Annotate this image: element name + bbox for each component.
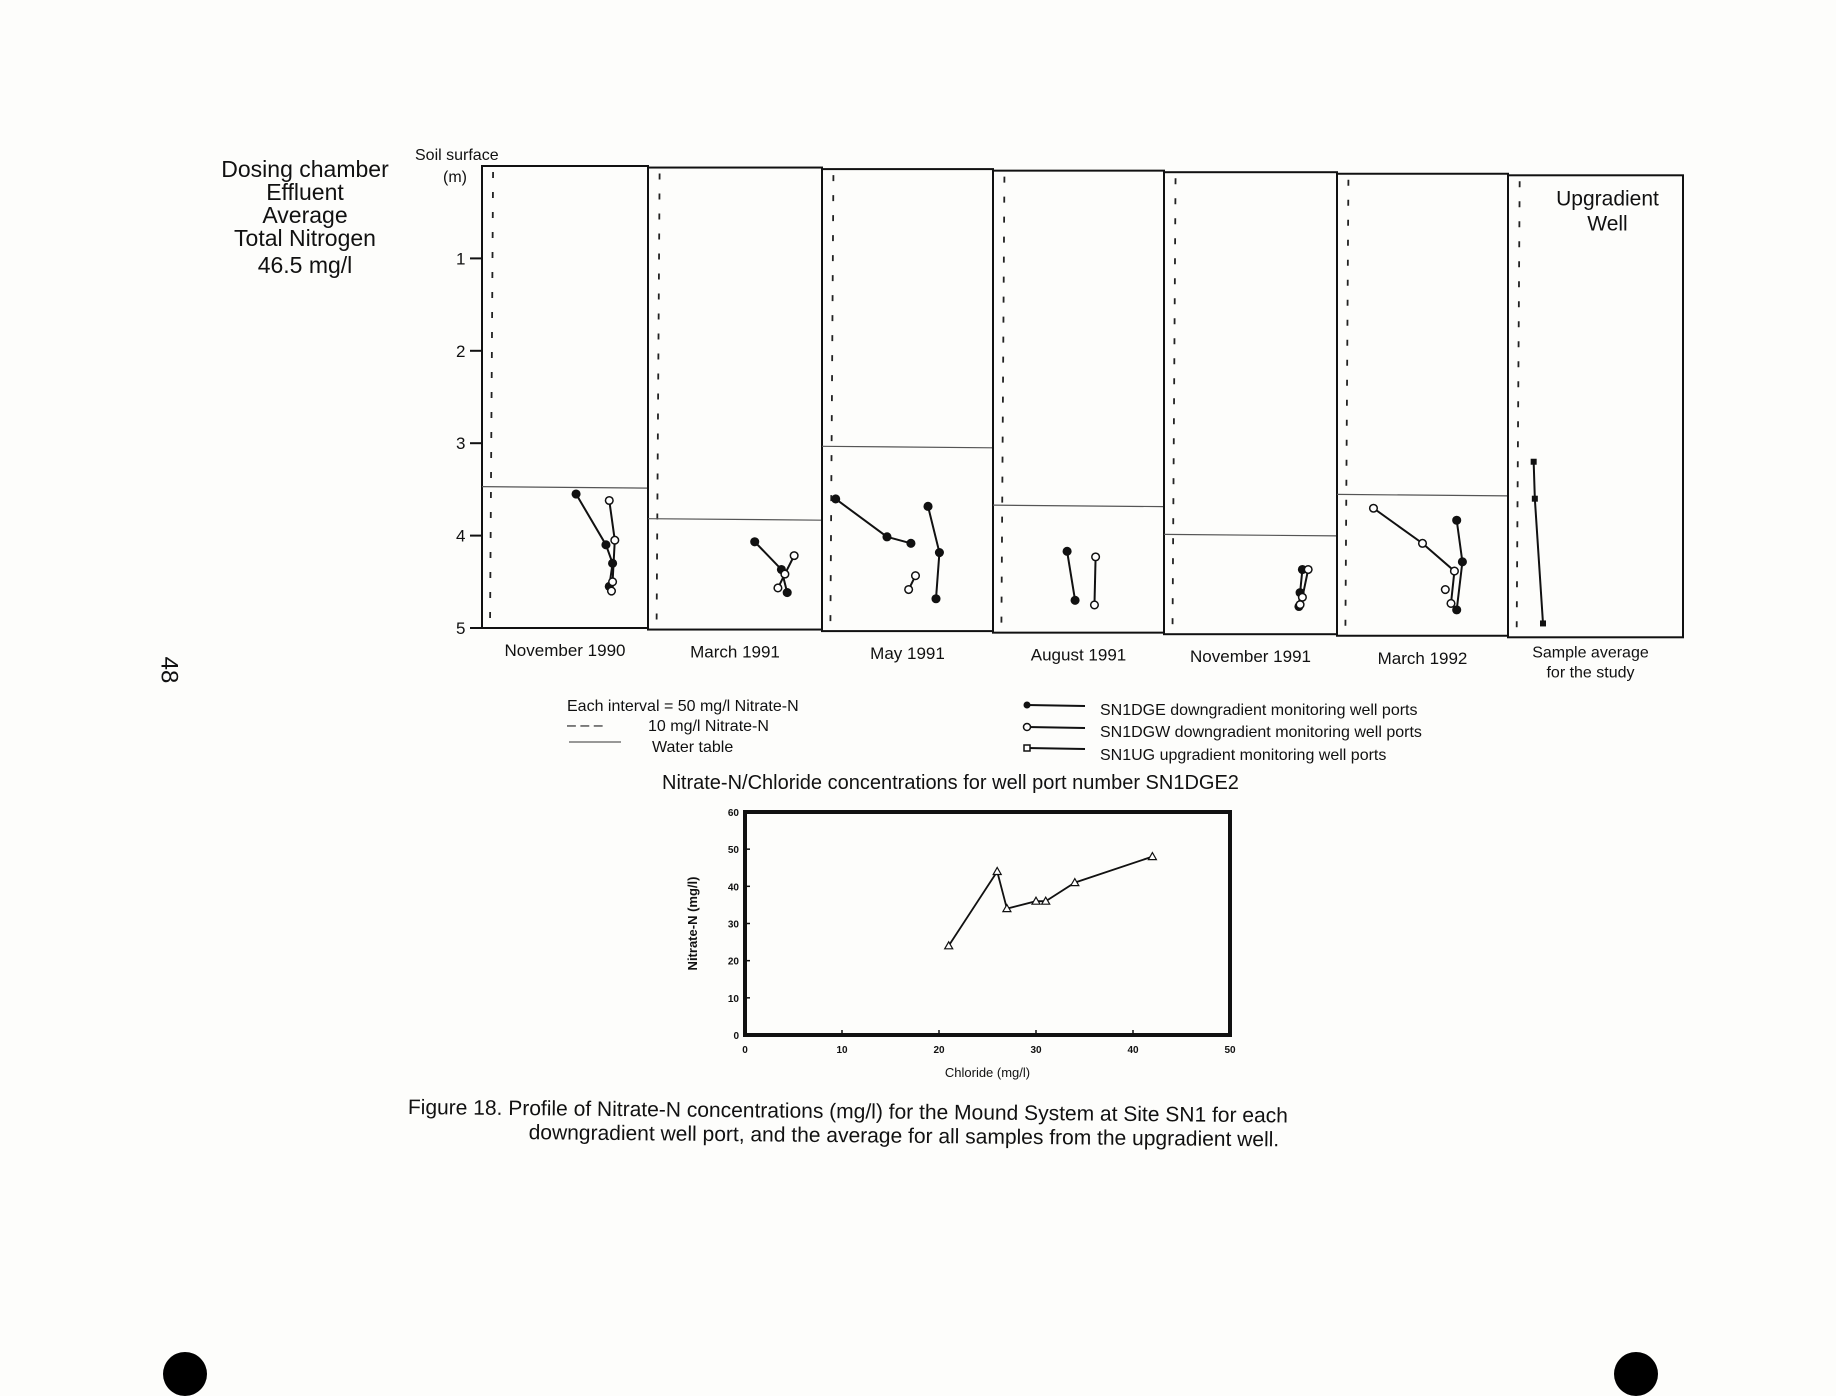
data-point <box>1453 606 1461 614</box>
subchart-y-tick-label: 10 <box>727 993 739 1005</box>
reference-10mgl-line <box>1001 177 1004 627</box>
side-note-line-1: Dosing chamber <box>221 156 389 182</box>
legend-dgw-line <box>1027 727 1085 728</box>
page-number: 48 <box>155 656 183 684</box>
punch-hole <box>163 1352 207 1396</box>
data-point <box>936 549 944 557</box>
subchart-x-tick-label: 0 <box>742 1045 748 1056</box>
reference-10mgl-line <box>490 172 493 622</box>
data-point <box>790 552 798 560</box>
profile-panel-frame <box>482 166 648 628</box>
subchart-x-tick-label: 50 <box>1224 1045 1236 1056</box>
profile-y-tick-label: 3 <box>456 434 466 454</box>
data-point <box>1447 600 1455 608</box>
data-point <box>1419 540 1427 548</box>
reference-10mgl-line <box>1345 180 1348 630</box>
profile-y-tick-label: 4 <box>456 526 466 546</box>
data-point <box>1091 601 1099 609</box>
data-point <box>924 503 932 511</box>
panel-label: March 1991 <box>690 642 780 662</box>
caption-line-2: downgradient well port, and the average for all samples from the upgradient well. <box>528 1121 1280 1152</box>
data-point <box>605 497 613 505</box>
subchart-y-tick-label: 60 <box>727 808 739 819</box>
caption-line-1: Figure 18. Profile of Nitrate-N concentrations (mg/l) for the Mound System at Site SN1 for each <box>407 1096 1289 1128</box>
subchart-y-tick-label: 30 <box>727 919 739 931</box>
water-table-line <box>1337 494 1508 496</box>
water-table-line <box>482 487 648 489</box>
series-line <box>1534 462 1543 624</box>
water-table-line <box>822 446 993 448</box>
subchart-x-tick-label: 30 <box>1030 1045 1042 1056</box>
data-point <box>1071 597 1079 605</box>
data-point <box>907 540 915 548</box>
panel-label: May 1991 <box>870 644 945 664</box>
legend-water-table-text: Water table <box>652 739 734 756</box>
subchart-y-tick-label: 40 <box>727 882 739 894</box>
water-table-line <box>993 505 1164 507</box>
profile-panel-frame <box>1508 175 1683 637</box>
subchart-frame <box>745 812 1230 1035</box>
series-line <box>1094 557 1095 605</box>
panel-label: November 1991 <box>1190 647 1311 667</box>
data-point <box>1092 553 1100 561</box>
legend-interval: Each interval = 50 mg/l Nitrate-N <box>567 698 799 715</box>
series-line <box>576 494 613 586</box>
profile-panel-frame <box>1164 172 1337 634</box>
data-point <box>1296 601 1304 609</box>
subchart-x-tick-label: 20 <box>933 1045 945 1056</box>
legend-dge-marker <box>1024 702 1031 709</box>
legend-ug-text: SN1UG upgradient monitoring well ports <box>1100 747 1387 764</box>
reference-10mgl-line <box>1173 178 1176 628</box>
depth-unit-label: (m) <box>443 169 467 186</box>
side-note-line-2: Effluent <box>266 179 344 205</box>
profile-panel-frame <box>822 169 993 631</box>
profile-panel-frame <box>993 171 1164 633</box>
panel-label: March 1992 <box>1377 648 1468 668</box>
nitrate-chloride-chart <box>685 808 1236 1080</box>
panel-label: August 1991 <box>1030 645 1127 665</box>
data-point <box>572 490 580 498</box>
subchart-x-tick-label: 10 <box>836 1045 848 1056</box>
side-note-line-3: Average <box>262 202 348 228</box>
profile-panel-frame <box>1337 174 1508 636</box>
subchart-y-axis-label: Nitrate-N (mg/l) <box>685 876 700 971</box>
subchart-data-point <box>993 867 1001 874</box>
subchart-title: Nitrate-N/Chloride concentrations for well port number SN1DGE2 <box>662 772 1239 794</box>
side-note-line-4: Total Nitrogen <box>234 225 376 251</box>
subchart-y-tick-label: 0 <box>733 1031 739 1042</box>
data-point <box>1453 516 1461 524</box>
legend-dgw-marker <box>1024 724 1031 731</box>
legend-dash-text: 10 mg/l Nitrate-N <box>648 718 769 735</box>
reference-10mgl-line <box>657 174 660 624</box>
data-point <box>1451 567 1459 575</box>
profile-y-axis <box>456 166 482 638</box>
legend-dgw-text: SN1DGW downgradient monitoring well ports <box>1100 724 1422 741</box>
data-point <box>1370 504 1378 512</box>
legend-ug-line <box>1027 748 1085 749</box>
legend-dge-text: SN1DGE downgradient monitoring well ports <box>1100 702 1418 719</box>
data-point <box>1304 566 1312 574</box>
legend-ug-marker <box>1024 745 1030 751</box>
upgradient-well-label-line-2: Well <box>1587 212 1628 236</box>
profile-panels <box>482 166 1683 681</box>
reference-10mgl-line <box>830 175 833 625</box>
profile-chart <box>415 147 1683 764</box>
subchart-series-line <box>949 857 1153 946</box>
profile-y-tick-label: 1 <box>456 249 466 269</box>
panel-label-line-2: for the study <box>1546 664 1635 682</box>
data-point <box>774 584 782 592</box>
legend-dge-line <box>1027 705 1085 706</box>
profile-y-tick-label: 5 <box>456 619 466 638</box>
data-point <box>1442 586 1450 594</box>
subchart-data-point <box>1148 853 1156 860</box>
data-point <box>1063 548 1071 556</box>
water-table-line <box>1164 534 1337 536</box>
data-point <box>912 572 920 580</box>
profile-panel-frame <box>648 168 822 630</box>
data-point <box>1299 593 1307 601</box>
water-table-line <box>648 519 822 521</box>
figure-caption <box>408 1096 1288 1152</box>
data-point <box>751 538 759 546</box>
subchart-y-tick-label: 50 <box>727 845 739 857</box>
legend-dash-symbol: – – – <box>567 717 603 734</box>
series-line <box>1067 551 1075 600</box>
series-line <box>836 499 911 543</box>
punch-hole <box>1614 1352 1658 1396</box>
data-point <box>832 495 840 503</box>
data-point <box>609 578 617 586</box>
reference-10mgl-line <box>1517 181 1520 631</box>
panel-label: November 1990 <box>504 641 626 660</box>
data-point <box>932 595 940 603</box>
data-point <box>1532 496 1538 502</box>
data-point <box>781 570 789 578</box>
data-point <box>611 536 619 544</box>
data-point <box>883 533 891 541</box>
profile-legend <box>567 698 1422 764</box>
data-point <box>1540 620 1546 626</box>
data-point <box>905 586 913 594</box>
soil-surface-label: Soil surface <box>415 147 499 164</box>
data-point <box>608 587 616 595</box>
subchart-x-tick-label: 40 <box>1127 1045 1139 1056</box>
data-point <box>1531 459 1537 465</box>
panel-label-line-1: Sample average <box>1532 644 1649 662</box>
upgradient-well-label-line-1: Upgradient <box>1556 187 1659 211</box>
subchart-x-axis-label: Chloride (mg/l) <box>944 1065 1031 1080</box>
profile-y-tick-label: 2 <box>456 341 466 361</box>
data-point <box>602 541 610 549</box>
data-point <box>1459 558 1467 566</box>
side-note-value: 46.5 mg/l <box>257 252 353 278</box>
data-point <box>783 589 791 597</box>
subchart-y-tick-label: 20 <box>727 956 739 968</box>
